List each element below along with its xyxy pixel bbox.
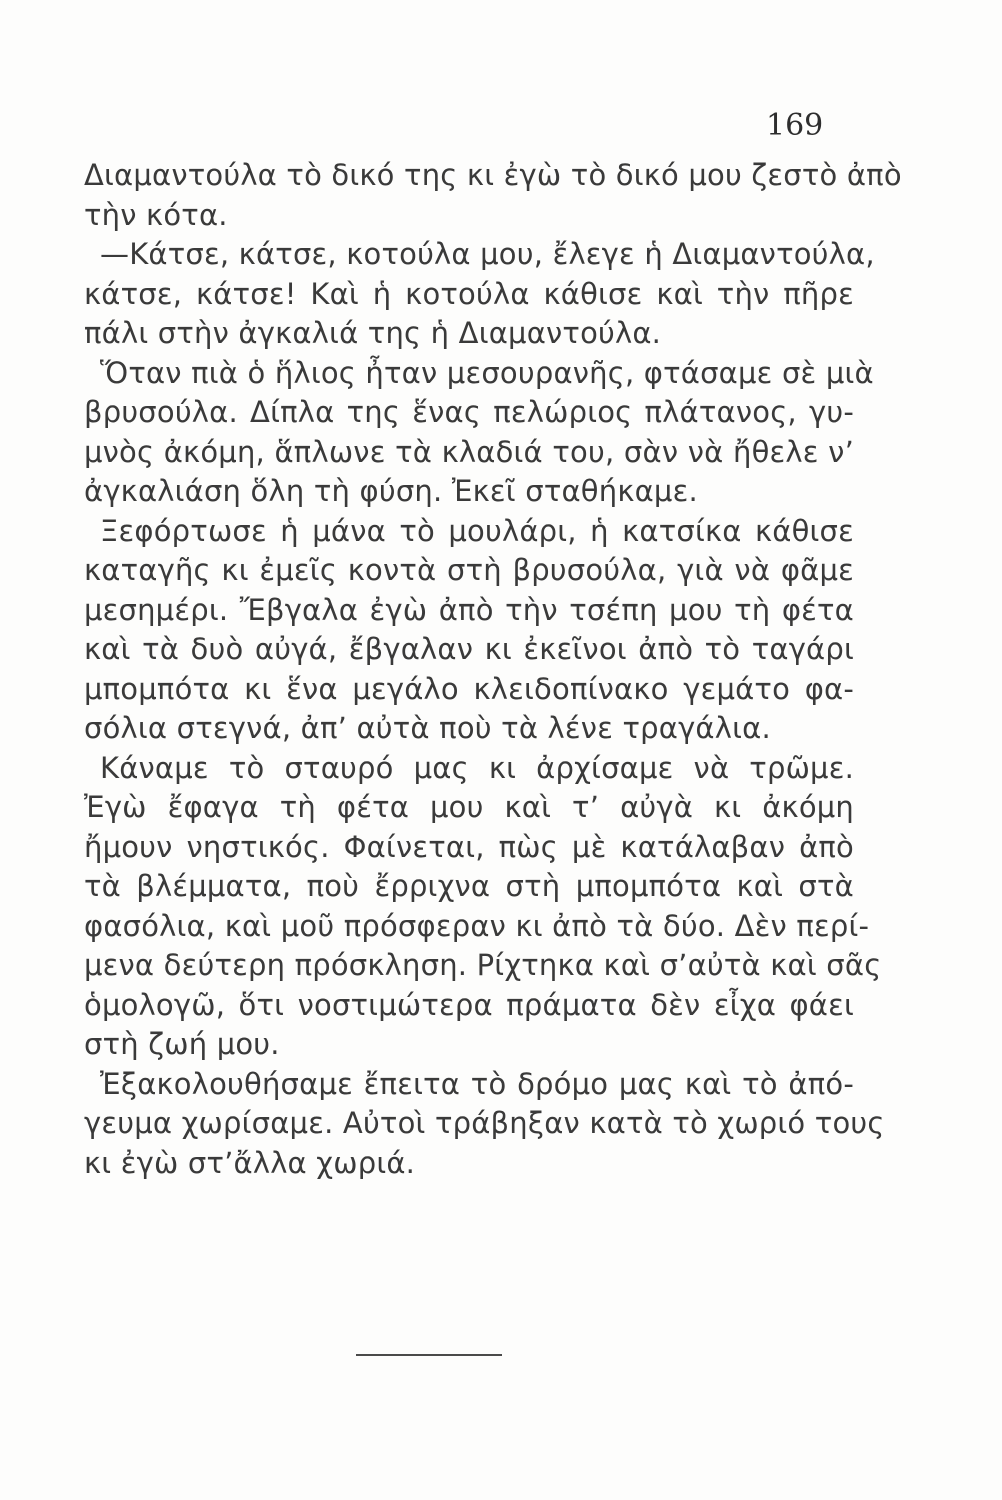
- text-line: τὴν κότα.: [84, 197, 228, 232]
- text-line: γευμα χωρίσαμε. Αὐτοὶ τράβηξαν κατὰ τὸ χωριό τους: [84, 1106, 885, 1140]
- text-line: μενα δεύτερη πρόσκληση. Ρίχτηκα καὶ σ’αὐτὰ καὶ σᾶς: [84, 948, 882, 982]
- text-line: κάτσε, κάτσε! Καὶ ἡ κοτούλα κάθισε καὶ τὴν πῆρε: [84, 276, 854, 311]
- text-line: σόλια στεγνά, ἀπ’ αὐτὰ ποὺ τὰ λένε τραγάλια.: [84, 711, 771, 745]
- text-line: μεσημέρι. Ἔβγαλα ἐγὼ ἀπὸ τὴν τσέπη μου τὴ φέτα: [84, 592, 854, 627]
- section-divider: [356, 1354, 502, 1356]
- text-line: Κάναμε τὸ σταυρό μας κι ἀρχίσαμε νὰ τρῶμε.: [100, 750, 854, 785]
- text-line: καὶ τὰ δυὸ αὐγά, ἔβγαλαν κι ἐκεῖνοι ἀπὸ τὸ ταγάρι: [84, 632, 854, 666]
- text-line: —Κάτσε, κάτσε, κοτούλα μου, ἔλεγε ἡ Διαμαντούλα,: [100, 237, 875, 271]
- text-line: Ἐγὼ ἔφαγα τὴ φέτα μου καὶ τ’ αὐγὰ κι ἀκόμη: [84, 790, 854, 824]
- text-line: Ξεφόρτωσε ἡ μάνα τὸ μουλάρι, ἡ κατσίκα κάθισε: [100, 513, 854, 548]
- text-line: ὁμολογῶ, ὅτι νοστιμώτερα πράματα δὲν εἶχα φάει: [84, 987, 854, 1022]
- text-line: τὰ βλέμματα, ποὺ ἔρριχνα στὴ μπομπότα καὶ στὰ: [84, 869, 854, 903]
- text-line: κι ἐγὼ στ’ἄλλα χωριά.: [84, 1145, 416, 1180]
- text-line: Ἐξακολουθήσαμε ἔπειτα τὸ δρόμο μας καὶ τὸ ἀπό-: [100, 1066, 854, 1101]
- text-line: πάλι στὴν ἀγκαλιά της ἡ Διαμαντούλα.: [84, 316, 662, 350]
- text-line: Διαμαντούλα τὸ δικό της κι ἐγὼ τὸ δικό μου ζεστὸ ἀπὸ: [84, 158, 902, 192]
- text-line: καταγῆς κι ἐμεῖς κοντὰ στὴ βρυσούλα, γιὰ νὰ φᾶμε: [84, 553, 854, 587]
- text-line: φασόλια, καὶ μοῦ πρόσφεραν κι ἀπὸ τὰ δύο. Δὲν περί-: [84, 908, 870, 943]
- text-line: ἀγκαλιάση ὅλη τὴ φύση. Ἐκεῖ σταθήκαμε.: [84, 474, 698, 508]
- text-line: μπομπότα κι ἕνα μεγάλο κλειδοπίνακο γεμάτο φα-: [84, 671, 854, 706]
- text-line: ἤμουν νηστικός. Φαίνεται, πὼς μὲ κατάλαβαν ἀπὸ: [84, 829, 854, 864]
- text-line: μνὸς ἀκόμη, ἅπλωνε τὰ κλαδιά του, σὰν νὰ ἤθελε ν’: [84, 434, 854, 469]
- text-line: βρυσούλα. Δίπλα της ἕνας πελώριος πλάτανος, γυ-: [84, 395, 854, 429]
- page-number: 169: [766, 108, 824, 143]
- text-line: Ὅταν πιὰ ὁ ἥλιος ἦταν μεσουρανῆς, φτάσαμε σὲ μιὰ: [100, 355, 874, 390]
- text-line: στὴ ζωή μου.: [84, 1027, 280, 1061]
- body-text: [84, 156, 902, 1183]
